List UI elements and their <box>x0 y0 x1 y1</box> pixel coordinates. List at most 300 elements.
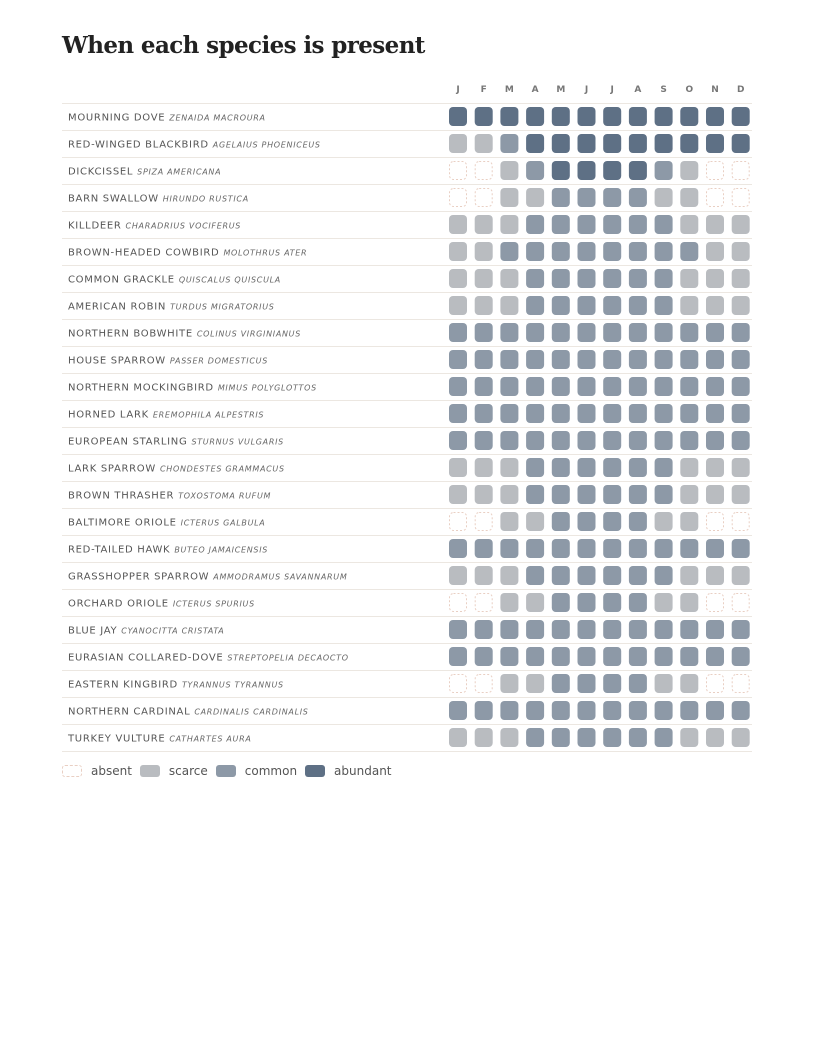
legend-label-scarce: scarce <box>168 764 208 778</box>
presence-cell-abundant <box>655 107 673 126</box>
presence-cell-scarce <box>475 215 493 234</box>
presence-cell-common <box>655 620 673 639</box>
presence-cell-scarce <box>500 674 518 693</box>
presence-cell-common <box>629 566 647 585</box>
presence-cell-common <box>578 593 596 612</box>
presence-cell-common <box>526 701 544 720</box>
presence-cell-scarce <box>680 593 698 612</box>
presence-cell-common <box>706 404 724 423</box>
presence-cell-common <box>526 458 544 477</box>
presence-cell-common <box>449 350 467 369</box>
presence-cell-common <box>603 620 621 639</box>
species-row <box>62 431 752 455</box>
presence-cell-common <box>706 620 724 639</box>
presence-cell-absent <box>732 594 749 612</box>
presence-cell-scarce <box>500 215 518 234</box>
month-label: A <box>531 85 539 95</box>
presence-cell-abundant <box>552 107 570 126</box>
presence-cell-abundant <box>526 134 544 153</box>
presence-cell-common <box>680 377 698 396</box>
common-name: NORTHERN CARDINAL <box>68 706 191 718</box>
scientific-name: AMMODRAMUS SAVANNARUM <box>213 572 348 582</box>
presence-cell-scarce <box>475 269 493 288</box>
month-label: D <box>736 85 745 95</box>
presence-cell-common <box>732 377 750 396</box>
presence-cell-common <box>449 377 467 396</box>
presence-cell-common <box>578 566 596 585</box>
presence-cell-common <box>655 269 673 288</box>
legend-label-abundant: abundant <box>334 764 392 778</box>
presence-cell-common <box>603 647 621 666</box>
presence-cell-common <box>629 404 647 423</box>
presence-cell-absent <box>475 189 492 207</box>
presence-cell-scarce <box>655 593 673 612</box>
presence-cell-common <box>526 377 544 396</box>
presence-cell-abundant <box>732 134 750 153</box>
scientific-name: TURDUS MIGRATORIUS <box>170 302 275 312</box>
presence-cell-common <box>526 350 544 369</box>
species-label <box>67 734 252 745</box>
presence-cell-scarce <box>680 485 698 504</box>
presence-cell-abundant <box>603 134 621 153</box>
presence-cell-common <box>578 242 596 261</box>
presence-cell-absent <box>707 675 724 693</box>
common-name: NORTHERN MOCKINGBIRD <box>68 382 214 394</box>
species-row <box>62 188 752 212</box>
presence-cell-common <box>578 323 596 342</box>
presence-cell-common <box>732 323 750 342</box>
month-label: S <box>660 85 667 95</box>
presence-cell-scarce <box>680 728 698 747</box>
presence-cell-scarce <box>706 269 724 288</box>
presence-cell-scarce <box>655 512 673 531</box>
presence-cell-common <box>603 701 621 720</box>
presence-cell-abundant <box>449 107 467 126</box>
presence-cell-common <box>629 242 647 261</box>
presence-cell-absent <box>475 162 492 180</box>
species-label <box>68 653 349 664</box>
presence-cell-common <box>449 404 467 423</box>
species-label <box>68 437 284 448</box>
species-label <box>68 572 347 583</box>
presence-cell-common <box>500 350 518 369</box>
species-row <box>62 377 752 401</box>
species-row <box>62 647 752 671</box>
species-label <box>68 329 301 340</box>
presence-cell-common <box>680 350 698 369</box>
species-label <box>68 302 275 313</box>
presence-cell-scarce <box>449 458 467 477</box>
presence-cell-common <box>655 728 673 747</box>
presence-cell-common <box>552 377 570 396</box>
presence-cell-common <box>552 512 570 531</box>
presence-cell-common <box>603 404 621 423</box>
presence-cell-scarce <box>732 269 750 288</box>
presence-cell-common <box>629 215 647 234</box>
presence-cell-scarce <box>500 485 518 504</box>
species-label <box>68 518 265 529</box>
species-label <box>68 680 284 691</box>
presence-cell-abundant <box>629 134 647 153</box>
presence-cell-abundant <box>500 107 518 126</box>
presence-cell-common <box>526 566 544 585</box>
common-name: HORNED LARK <box>68 409 149 421</box>
presence-cell-common <box>526 242 544 261</box>
presence-cell-scarce <box>526 593 544 612</box>
common-name: TURKEY VULTURE <box>68 733 166 745</box>
presence-cell-common <box>526 620 544 639</box>
month-axis <box>455 85 744 95</box>
presence-cell-absent <box>707 513 724 531</box>
species-row <box>62 161 752 185</box>
month-label: J <box>456 85 460 95</box>
presence-cell-common <box>500 323 518 342</box>
presence-cell-common <box>629 701 647 720</box>
presence-cell-common <box>552 647 570 666</box>
presence-cell-scarce <box>475 296 493 315</box>
month-label: F <box>480 85 487 95</box>
presence-cell-absent <box>732 189 749 207</box>
common-name: HOUSE SPARROW <box>68 355 166 367</box>
presence-cell-common <box>500 134 518 153</box>
presence-cell-common <box>680 404 698 423</box>
presence-cell-common <box>552 539 570 558</box>
presence-cell-common <box>732 539 750 558</box>
presence-cell-absent <box>707 594 724 612</box>
legend-item-absent <box>62 764 132 778</box>
presence-cell-absent <box>450 594 467 612</box>
presence-cell-scarce <box>500 161 518 180</box>
species-row <box>62 512 752 536</box>
species-row <box>62 404 752 428</box>
common-name: BARN SWALLOW <box>68 193 159 205</box>
species-row <box>62 323 752 347</box>
presence-cell-common <box>732 647 750 666</box>
presence-cell-common <box>578 485 596 504</box>
presence-cell-scarce <box>449 728 467 747</box>
presence-cell-scarce <box>500 296 518 315</box>
presence-cell-common <box>603 215 621 234</box>
species-label <box>68 383 317 394</box>
presence-cell-common <box>552 728 570 747</box>
presence-cell-scarce <box>732 728 750 747</box>
presence-cell-scarce <box>680 674 698 693</box>
presence-cell-common <box>603 431 621 450</box>
presence-cell-scarce <box>706 728 724 747</box>
presence-cell-common <box>655 377 673 396</box>
presence-cell-common <box>603 566 621 585</box>
presence-cell-common <box>578 404 596 423</box>
presence-cell-common <box>475 647 493 666</box>
presence-cell-scarce <box>732 242 750 261</box>
presence-cell-scarce <box>680 269 698 288</box>
legend-swatch-absent <box>62 765 82 777</box>
presence-cell-common <box>732 701 750 720</box>
presence-cell-scarce <box>680 512 698 531</box>
presence-cell-common <box>680 323 698 342</box>
presence-cell-absent <box>475 594 492 612</box>
presence-cell-common <box>552 296 570 315</box>
legend-swatch-scarce <box>140 765 160 777</box>
presence-cell-common <box>603 242 621 261</box>
species-label <box>68 410 264 421</box>
presence-cell-common <box>526 323 544 342</box>
presence-cell-common <box>603 269 621 288</box>
presence-cell-scarce <box>475 242 493 261</box>
month-label: J <box>610 85 614 95</box>
presence-cell-common <box>552 431 570 450</box>
presence-cell-scarce <box>706 458 724 477</box>
scientific-name: BUTEO JAMAICENSIS <box>174 545 269 555</box>
presence-cell-common <box>655 566 673 585</box>
common-name: EURASIAN COLLARED-DOVE <box>68 652 224 664</box>
scientific-name: STURNUS VULGARIS <box>191 437 284 447</box>
presence-cell-absent <box>707 162 724 180</box>
presence-cell-common <box>603 377 621 396</box>
presence-cell-common <box>475 323 493 342</box>
presence-cell-common <box>552 188 570 207</box>
presence-cell-scarce <box>706 242 724 261</box>
presence-cell-scarce <box>449 134 467 153</box>
presence-cell-common <box>629 323 647 342</box>
presence-cell-scarce <box>449 566 467 585</box>
legend-swatch-common <box>216 765 236 777</box>
presence-cell-scarce <box>680 296 698 315</box>
presence-cell-scarce <box>706 566 724 585</box>
month-label: M <box>556 85 566 95</box>
presence-cell-common <box>500 242 518 261</box>
presence-cell-abundant <box>578 161 596 180</box>
presence-cell-common <box>629 593 647 612</box>
presence-cell-common <box>578 728 596 747</box>
scientific-name: CATHARTES AURA <box>169 734 252 744</box>
presence-cell-common <box>552 593 570 612</box>
common-name: DICKCISSEL <box>68 166 134 178</box>
scientific-name: QUISCALUS QUISCULA <box>178 275 281 285</box>
presence-cell-scarce <box>500 188 518 207</box>
common-name: EUROPEAN STARLING <box>68 436 188 448</box>
presence-cell-scarce <box>706 215 724 234</box>
common-name: NORTHERN BOBWHITE <box>68 328 193 340</box>
species-label <box>68 221 241 232</box>
presence-cell-common <box>629 512 647 531</box>
presence-cell-absent <box>450 162 467 180</box>
presence-cell-abundant <box>680 134 698 153</box>
presence-cell-common <box>706 377 724 396</box>
presence-cell-common <box>680 620 698 639</box>
scientific-name: CYANOCITTA CRISTATA <box>121 626 225 636</box>
presence-cell-common <box>706 431 724 450</box>
species-label <box>68 194 249 205</box>
presence-cell-common <box>526 296 544 315</box>
scientific-name: MOLOTHRUS ATER <box>223 248 308 258</box>
presence-cell-common <box>552 404 570 423</box>
scientific-name: TOXOSTOMA RUFUM <box>178 491 272 501</box>
species-row <box>62 620 752 644</box>
presence-cell-scarce <box>680 188 698 207</box>
presence-cell-common <box>603 485 621 504</box>
presence-cell-absent <box>450 189 467 207</box>
presence-cell-abundant <box>680 107 698 126</box>
presence-cell-abundant <box>552 134 570 153</box>
presence-cell-common <box>552 701 570 720</box>
common-name: MOURNING DOVE <box>68 112 166 124</box>
presence-cell-abundant <box>603 161 621 180</box>
presence-cell-common <box>680 431 698 450</box>
presence-cell-common <box>552 323 570 342</box>
presence-cell-common <box>578 188 596 207</box>
presence-cell-common <box>500 647 518 666</box>
presence-cell-abundant <box>552 161 570 180</box>
presence-cell-common <box>552 566 570 585</box>
presence-cell-scarce <box>732 296 750 315</box>
species-row <box>62 485 752 509</box>
presence-cell-abundant <box>629 161 647 180</box>
legend <box>62 763 400 779</box>
species-label <box>68 248 307 259</box>
species-label <box>68 626 224 637</box>
common-name: COMMON GRACKLE <box>68 274 175 286</box>
presence-cell-common <box>500 431 518 450</box>
presence-cell-common <box>475 377 493 396</box>
presence-cell-common <box>629 377 647 396</box>
species-row <box>62 134 752 158</box>
presence-cell-scarce <box>732 458 750 477</box>
presence-cell-common <box>578 647 596 666</box>
presence-cell-common <box>578 269 596 288</box>
presence-cell-common <box>526 269 544 288</box>
presence-cell-common <box>526 161 544 180</box>
species-row <box>62 674 752 698</box>
presence-cell-absent <box>475 675 492 693</box>
presence-cell-common <box>578 215 596 234</box>
legend-item-common <box>216 764 297 778</box>
presence-cell-common <box>732 350 750 369</box>
scientific-name: EREMOPHILA ALPESTRIS <box>152 410 265 420</box>
presence-cell-scarce <box>449 242 467 261</box>
presence-cell-common <box>706 647 724 666</box>
species-row <box>62 728 752 752</box>
presence-cell-common <box>655 161 673 180</box>
chart-title: When each species is present <box>62 32 425 59</box>
presence-cell-common <box>526 539 544 558</box>
species-row <box>62 350 752 374</box>
presence-cell-common <box>629 485 647 504</box>
species-row <box>62 215 752 239</box>
scientific-name: ICTERUS GALBULA <box>180 518 266 528</box>
legend-swatch-abundant <box>305 765 325 777</box>
presence-cell-common <box>552 485 570 504</box>
species-label <box>68 113 266 124</box>
presence-cell-abundant <box>578 134 596 153</box>
presence-cell-scarce <box>706 485 724 504</box>
species-label <box>68 599 255 610</box>
month-label: J <box>584 85 589 95</box>
common-name: BLUE JAY <box>68 625 118 637</box>
presence-cell-common <box>449 647 467 666</box>
scientific-name: CHONDESTES GRAMMACUS <box>159 464 285 474</box>
species-label <box>68 275 281 286</box>
presence-cell-absent <box>450 513 467 531</box>
presence-cell-common <box>706 323 724 342</box>
species-row <box>62 107 752 131</box>
presence-cell-common <box>578 458 596 477</box>
common-name: EASTERN KINGBIRD <box>68 679 178 691</box>
presence-cell-common <box>629 431 647 450</box>
presence-cell-scarce <box>680 566 698 585</box>
common-name: ORCHARD ORIOLE <box>68 598 169 610</box>
presence-cell-common <box>603 296 621 315</box>
presence-cell-common <box>552 674 570 693</box>
presence-cell-common <box>680 242 698 261</box>
species-label <box>68 707 309 718</box>
presence-cell-common <box>655 296 673 315</box>
species-row <box>62 539 752 563</box>
presence-cell-common <box>629 728 647 747</box>
presence-cell-common <box>578 674 596 693</box>
presence-cell-common <box>526 404 544 423</box>
presence-cell-common <box>706 539 724 558</box>
presence-cell-common <box>500 539 518 558</box>
presence-cell-common <box>526 728 544 747</box>
presence-cell-scarce <box>500 566 518 585</box>
presence-cell-abundant <box>629 107 647 126</box>
presence-cell-common <box>552 350 570 369</box>
presence-cell-common <box>475 350 493 369</box>
presence-cell-scarce <box>475 134 493 153</box>
presence-cell-common <box>603 593 621 612</box>
presence-cell-common <box>655 404 673 423</box>
common-name: RED-TAILED HAWK <box>68 544 171 556</box>
presence-cell-common <box>578 539 596 558</box>
species-label <box>68 140 321 151</box>
presence-cell-common <box>680 701 698 720</box>
presence-cell-common <box>500 620 518 639</box>
presence-cell-common <box>500 377 518 396</box>
presence-cell-common <box>578 350 596 369</box>
presence-cell-common <box>655 539 673 558</box>
common-name: RED-WINGED BLACKBIRD <box>68 139 209 151</box>
presence-cell-common <box>449 431 467 450</box>
presence-cell-common <box>603 188 621 207</box>
scientific-name: STREPTOPELIA DECAOCTO <box>227 653 349 663</box>
presence-cell-scarce <box>732 485 750 504</box>
common-name: BROWN THRASHER <box>68 490 175 502</box>
species-label <box>68 491 271 502</box>
presence-cell-scarce <box>526 512 544 531</box>
presence-cell-absent <box>732 513 749 531</box>
presence-cell-scarce <box>475 728 493 747</box>
presence-cell-scarce <box>449 215 467 234</box>
presence-cell-common <box>475 701 493 720</box>
scientific-name: AGELAIUS PHOENICEUS <box>212 140 321 150</box>
species-rows <box>62 104 752 752</box>
presence-cell-scarce <box>655 188 673 207</box>
presence-cell-common <box>629 647 647 666</box>
presence-cell-common <box>475 431 493 450</box>
presence-cell-scarce <box>655 674 673 693</box>
presence-cell-common <box>732 431 750 450</box>
presence-cell-common <box>732 620 750 639</box>
presence-cell-common <box>449 701 467 720</box>
scientific-name: ICTERUS SPURIUS <box>172 599 255 609</box>
legend-item-abundant <box>305 764 391 778</box>
presence-cell-common <box>526 215 544 234</box>
presence-cell-common <box>552 269 570 288</box>
presence-cell-common <box>578 296 596 315</box>
presence-cell-common <box>680 539 698 558</box>
scientific-name: SPIZA AMERICANA <box>137 167 222 177</box>
